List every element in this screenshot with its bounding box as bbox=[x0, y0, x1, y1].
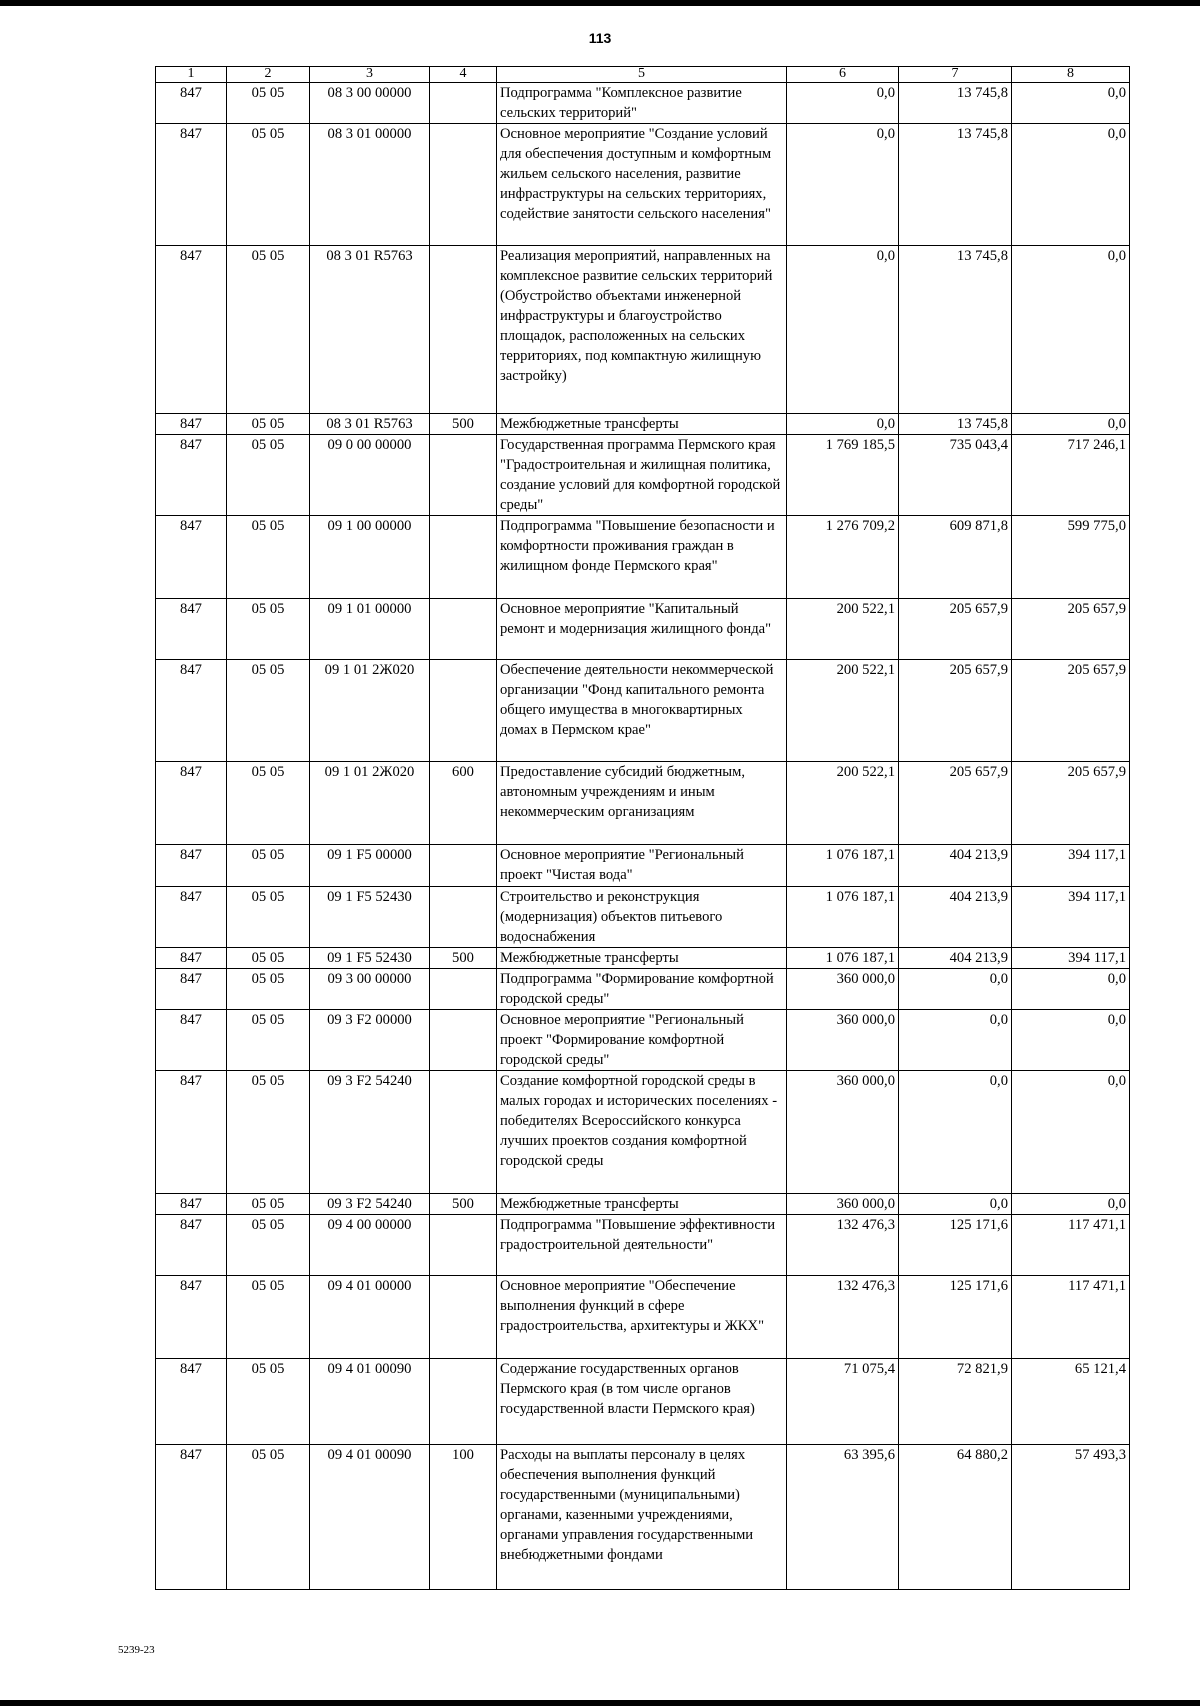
cell-ministry: 847 bbox=[156, 1010, 227, 1071]
table-row bbox=[156, 246, 1130, 414]
cell-amount-6: 132 476,3 bbox=[787, 1215, 899, 1276]
cell-expense-type bbox=[430, 516, 497, 599]
cell-amount-7: 735 043,4 bbox=[899, 435, 1012, 516]
cell-amount-6: 200 522,1 bbox=[787, 762, 899, 845]
table-row bbox=[156, 887, 1130, 948]
cell-expense-type bbox=[430, 845, 497, 887]
cell-amount-8: 717 246,1 bbox=[1012, 435, 1130, 516]
bottom-border-line bbox=[0, 1700, 1200, 1706]
cell-target-article: 09 3 00 00000 bbox=[310, 969, 430, 1010]
cell-target-article: 09 0 00 00000 bbox=[310, 435, 430, 516]
cell-amount-7: 13 745,8 bbox=[899, 414, 1012, 435]
table-row bbox=[156, 762, 1130, 845]
cell-section: 05 05 bbox=[227, 124, 310, 246]
cell-description: Основное мероприятие "Региональный проект "Формирование комфортной городской среды" bbox=[497, 1010, 787, 1071]
cell-amount-7: 205 657,9 bbox=[899, 660, 1012, 762]
table-row bbox=[156, 1194, 1130, 1215]
cell-amount-7: 404 213,9 bbox=[899, 948, 1012, 969]
cell-expense-type bbox=[430, 887, 497, 948]
table-row bbox=[156, 1215, 1130, 1276]
cell-section: 05 05 bbox=[227, 1445, 310, 1590]
cell-expense-type: 500 bbox=[430, 414, 497, 435]
cell-section: 05 05 bbox=[227, 887, 310, 948]
cell-description: Основное мероприятие "Создание условий для обеспечения доступным и комфортным жильем сельского населения, развитие инфраструктуры на сельских территориях, содействие занятости сельского населения" bbox=[497, 124, 787, 246]
cell-amount-7: 13 745,8 bbox=[899, 246, 1012, 414]
cell-expense-type bbox=[430, 969, 497, 1010]
cell-amount-8: 205 657,9 bbox=[1012, 762, 1130, 845]
cell-amount-7: 205 657,9 bbox=[899, 762, 1012, 845]
cell-expense-type bbox=[430, 246, 497, 414]
cell-amount-8: 0,0 bbox=[1012, 246, 1130, 414]
cell-amount-6: 1 076 187,1 bbox=[787, 887, 899, 948]
cell-amount-6: 0,0 bbox=[787, 414, 899, 435]
cell-section: 05 05 bbox=[227, 246, 310, 414]
cell-amount-6: 360 000,0 bbox=[787, 969, 899, 1010]
cell-expense-type bbox=[430, 1010, 497, 1071]
table-row bbox=[156, 435, 1130, 516]
cell-amount-8: 0,0 bbox=[1012, 1071, 1130, 1194]
cell-expense-type bbox=[430, 599, 497, 660]
table-row bbox=[156, 1010, 1130, 1071]
cell-section: 05 05 bbox=[227, 762, 310, 845]
page-number: 113 bbox=[588, 30, 612, 46]
budget-table bbox=[155, 66, 1130, 1590]
cell-amount-7: 0,0 bbox=[899, 1010, 1012, 1071]
cell-amount-6: 1 076 187,1 bbox=[787, 948, 899, 969]
table-row bbox=[156, 414, 1130, 435]
cell-section: 05 05 bbox=[227, 83, 310, 124]
cell-amount-6: 360 000,0 bbox=[787, 1194, 899, 1215]
cell-amount-6: 63 395,6 bbox=[787, 1445, 899, 1590]
cell-amount-7: 404 213,9 bbox=[899, 845, 1012, 887]
cell-description: Расходы на выплаты персоналу в целях обеспечения выполнения функций государственными (муниципальными) органами, казенными учреждениями, органами управления государственными внебюджетными фондами bbox=[497, 1445, 787, 1590]
cell-amount-7: 13 745,8 bbox=[899, 124, 1012, 246]
header-col-1: 1 bbox=[156, 67, 227, 83]
cell-section: 05 05 bbox=[227, 1276, 310, 1359]
cell-amount-8: 65 121,4 bbox=[1012, 1359, 1130, 1445]
table-row bbox=[156, 1071, 1130, 1194]
cell-amount-8: 0,0 bbox=[1012, 969, 1130, 1010]
cell-target-article: 09 3 F2 54240 bbox=[310, 1071, 430, 1194]
cell-amount-6: 0,0 bbox=[787, 246, 899, 414]
table-row bbox=[156, 599, 1130, 660]
cell-expense-type bbox=[430, 1359, 497, 1445]
cell-amount-8: 117 471,1 bbox=[1012, 1215, 1130, 1276]
cell-section: 05 05 bbox=[227, 435, 310, 516]
cell-description: Обеспечение деятельности некоммерческой организации "Фонд капитального ремонта общего имущества в многоквартирных домах в Пермском крае" bbox=[497, 660, 787, 762]
cell-amount-7: 125 171,6 bbox=[899, 1276, 1012, 1359]
header-col-5: 5 bbox=[497, 67, 787, 83]
cell-description: Подпрограмма "Повышение безопасности и комфортности проживания граждан в жилищном фонде Пермского края" bbox=[497, 516, 787, 599]
cell-section: 05 05 bbox=[227, 414, 310, 435]
cell-description: Основное мероприятие "Капитальный ремонт и модернизация жилищного фонда" bbox=[497, 599, 787, 660]
cell-section: 05 05 bbox=[227, 1010, 310, 1071]
table-row bbox=[156, 124, 1130, 246]
cell-ministry: 847 bbox=[156, 1276, 227, 1359]
cell-expense-type: 500 bbox=[430, 948, 497, 969]
cell-expense-type bbox=[430, 1215, 497, 1276]
cell-amount-7: 0,0 bbox=[899, 1194, 1012, 1215]
cell-amount-6: 132 476,3 bbox=[787, 1276, 899, 1359]
cell-amount-8: 394 117,1 bbox=[1012, 845, 1130, 887]
cell-description: Подпрограмма "Комплексное развитие сельских территорий" bbox=[497, 83, 787, 124]
cell-ministry: 847 bbox=[156, 660, 227, 762]
document-code: 5239-23 bbox=[118, 1644, 155, 1656]
cell-amount-6: 360 000,0 bbox=[787, 1010, 899, 1071]
cell-amount-6: 0,0 bbox=[787, 83, 899, 124]
cell-ministry: 847 bbox=[156, 1445, 227, 1590]
table-row bbox=[156, 660, 1130, 762]
header-col-4: 4 bbox=[430, 67, 497, 83]
header-col-8: 8 bbox=[1012, 67, 1130, 83]
cell-expense-type bbox=[430, 435, 497, 516]
cell-ministry: 847 bbox=[156, 599, 227, 660]
cell-ministry: 847 bbox=[156, 969, 227, 1010]
cell-ministry: 847 bbox=[156, 1359, 227, 1445]
cell-description: Реализация мероприятий, направленных на комплексное развитие сельских территорий (Обустройство объектами инженерной инфраструктуры и благоустройство площадок, расположенных на сельских территориях, под компактную жилищную застройку) bbox=[497, 246, 787, 414]
table-row bbox=[156, 1445, 1130, 1590]
cell-amount-6: 1 276 709,2 bbox=[787, 516, 899, 599]
cell-description: Содержание государственных органов Пермского края (в том числе органов государственной власти Пермского края) bbox=[497, 1359, 787, 1445]
cell-description: Основное мероприятие "Региональный проект "Чистая вода" bbox=[497, 845, 787, 887]
cell-amount-8: 57 493,3 bbox=[1012, 1445, 1130, 1590]
cell-amount-6: 71 075,4 bbox=[787, 1359, 899, 1445]
cell-amount-7: 0,0 bbox=[899, 1071, 1012, 1194]
cell-section: 05 05 bbox=[227, 660, 310, 762]
table-row bbox=[156, 1359, 1130, 1445]
cell-ministry: 847 bbox=[156, 887, 227, 948]
cell-section: 05 05 bbox=[227, 948, 310, 969]
cell-ministry: 847 bbox=[156, 435, 227, 516]
cell-expense-type: 600 bbox=[430, 762, 497, 845]
cell-section: 05 05 bbox=[227, 1071, 310, 1194]
cell-target-article: 09 1 01 2Ж020 bbox=[310, 660, 430, 762]
cell-target-article: 09 4 01 00000 bbox=[310, 1276, 430, 1359]
cell-description: Создание комфортной городской среды в малых городах и исторических поселениях - победителях Всероссийского конкурса лучших проектов создания комфортной городской среды bbox=[497, 1071, 787, 1194]
cell-target-article: 09 4 00 00000 bbox=[310, 1215, 430, 1276]
cell-amount-8: 0,0 bbox=[1012, 124, 1130, 246]
cell-amount-8: 205 657,9 bbox=[1012, 660, 1130, 762]
cell-amount-7: 13 745,8 bbox=[899, 83, 1012, 124]
cell-description: Основное мероприятие "Обеспечение выполнения функций в сфере градостроительства, архитектуры и ЖКХ" bbox=[497, 1276, 787, 1359]
cell-amount-7: 205 657,9 bbox=[899, 599, 1012, 660]
cell-target-article: 09 1 F5 52430 bbox=[310, 887, 430, 948]
cell-target-article: 09 1 F5 00000 bbox=[310, 845, 430, 887]
cell-amount-7: 72 821,9 bbox=[899, 1359, 1012, 1445]
cell-target-article: 09 3 F2 54240 bbox=[310, 1194, 430, 1215]
cell-description: Межбюджетные трансферты bbox=[497, 414, 787, 435]
cell-ministry: 847 bbox=[156, 1071, 227, 1194]
cell-section: 05 05 bbox=[227, 1359, 310, 1445]
table-row bbox=[156, 948, 1130, 969]
cell-amount-8: 117 471,1 bbox=[1012, 1276, 1130, 1359]
cell-expense-type bbox=[430, 124, 497, 246]
cell-expense-type: 500 bbox=[430, 1194, 497, 1215]
cell-amount-6: 0,0 bbox=[787, 124, 899, 246]
table-row bbox=[156, 1276, 1130, 1359]
cell-description: Подпрограмма "Формирование комфортной городской среды" bbox=[497, 969, 787, 1010]
header-col-3: 3 bbox=[310, 67, 430, 83]
cell-amount-8: 0,0 bbox=[1012, 83, 1130, 124]
cell-expense-type bbox=[430, 1071, 497, 1194]
cell-section: 05 05 bbox=[227, 516, 310, 599]
cell-expense-type: 100 bbox=[430, 1445, 497, 1590]
cell-expense-type bbox=[430, 660, 497, 762]
cell-expense-type bbox=[430, 1276, 497, 1359]
cell-target-article: 09 4 01 00090 bbox=[310, 1445, 430, 1590]
cell-ministry: 847 bbox=[156, 516, 227, 599]
top-border-line bbox=[0, 0, 1200, 6]
cell-target-article: 09 3 F2 00000 bbox=[310, 1010, 430, 1071]
header-row bbox=[156, 67, 1130, 83]
cell-ministry: 847 bbox=[156, 948, 227, 969]
cell-section: 05 05 bbox=[227, 599, 310, 660]
cell-amount-6: 1 076 187,1 bbox=[787, 845, 899, 887]
cell-section: 05 05 bbox=[227, 845, 310, 887]
cell-target-article: 09 1 00 00000 bbox=[310, 516, 430, 599]
cell-target-article: 09 1 01 2Ж020 bbox=[310, 762, 430, 845]
cell-target-article: 08 3 00 00000 bbox=[310, 83, 430, 124]
cell-target-article: 09 1 01 00000 bbox=[310, 599, 430, 660]
cell-section: 05 05 bbox=[227, 1215, 310, 1276]
cell-amount-8: 205 657,9 bbox=[1012, 599, 1130, 660]
cell-target-article: 08 3 01 00000 bbox=[310, 124, 430, 246]
cell-amount-8: 0,0 bbox=[1012, 1194, 1130, 1215]
cell-ministry: 847 bbox=[156, 414, 227, 435]
cell-ministry: 847 bbox=[156, 845, 227, 887]
cell-amount-7: 64 880,2 bbox=[899, 1445, 1012, 1590]
cell-description: Подпрограмма "Повышение эффективности градостроительной деятельности" bbox=[497, 1215, 787, 1276]
cell-target-article: 09 4 01 00090 bbox=[310, 1359, 430, 1445]
cell-amount-6: 200 522,1 bbox=[787, 660, 899, 762]
cell-ministry: 847 bbox=[156, 1215, 227, 1276]
cell-amount-6: 1 769 185,5 bbox=[787, 435, 899, 516]
cell-target-article: 09 1 F5 52430 bbox=[310, 948, 430, 969]
cell-description: Межбюджетные трансферты bbox=[497, 948, 787, 969]
cell-amount-6: 360 000,0 bbox=[787, 1071, 899, 1194]
cell-ministry: 847 bbox=[156, 762, 227, 845]
cell-ministry: 847 bbox=[156, 83, 227, 124]
cell-section: 05 05 bbox=[227, 1194, 310, 1215]
cell-amount-8: 0,0 bbox=[1012, 414, 1130, 435]
cell-ministry: 847 bbox=[156, 246, 227, 414]
table-row bbox=[156, 845, 1130, 887]
header-col-6: 6 bbox=[787, 67, 899, 83]
cell-target-article: 08 3 01 R5763 bbox=[310, 246, 430, 414]
cell-amount-7: 404 213,9 bbox=[899, 887, 1012, 948]
cell-target-article: 08 3 01 R5763 bbox=[310, 414, 430, 435]
cell-amount-6: 200 522,1 bbox=[787, 599, 899, 660]
cell-section: 05 05 bbox=[227, 969, 310, 1010]
cell-amount-7: 609 871,8 bbox=[899, 516, 1012, 599]
cell-amount-8: 599 775,0 bbox=[1012, 516, 1130, 599]
cell-description: Строительство и реконструкция (модернизация) объектов питьевого водоснабжения bbox=[497, 887, 787, 948]
cell-ministry: 847 bbox=[156, 124, 227, 246]
cell-amount-8: 394 117,1 bbox=[1012, 948, 1130, 969]
header-col-2: 2 bbox=[227, 67, 310, 83]
table-row bbox=[156, 969, 1130, 1010]
cell-amount-8: 0,0 bbox=[1012, 1010, 1130, 1071]
cell-description: Межбюджетные трансферты bbox=[497, 1194, 787, 1215]
cell-expense-type bbox=[430, 83, 497, 124]
cell-description: Государственная программа Пермского края "Градостроительная и жилищная политика, создание условий для комфортной городской среды" bbox=[497, 435, 787, 516]
table-row bbox=[156, 83, 1130, 124]
cell-amount-7: 125 171,6 bbox=[899, 1215, 1012, 1276]
table-row bbox=[156, 516, 1130, 599]
header-col-7: 7 bbox=[899, 67, 1012, 83]
cell-ministry: 847 bbox=[156, 1194, 227, 1215]
cell-description: Предоставление субсидий бюджетным, автономным учреждениям и иным некоммерческим организациям bbox=[497, 762, 787, 845]
cell-amount-7: 0,0 bbox=[899, 969, 1012, 1010]
cell-amount-8: 394 117,1 bbox=[1012, 887, 1130, 948]
